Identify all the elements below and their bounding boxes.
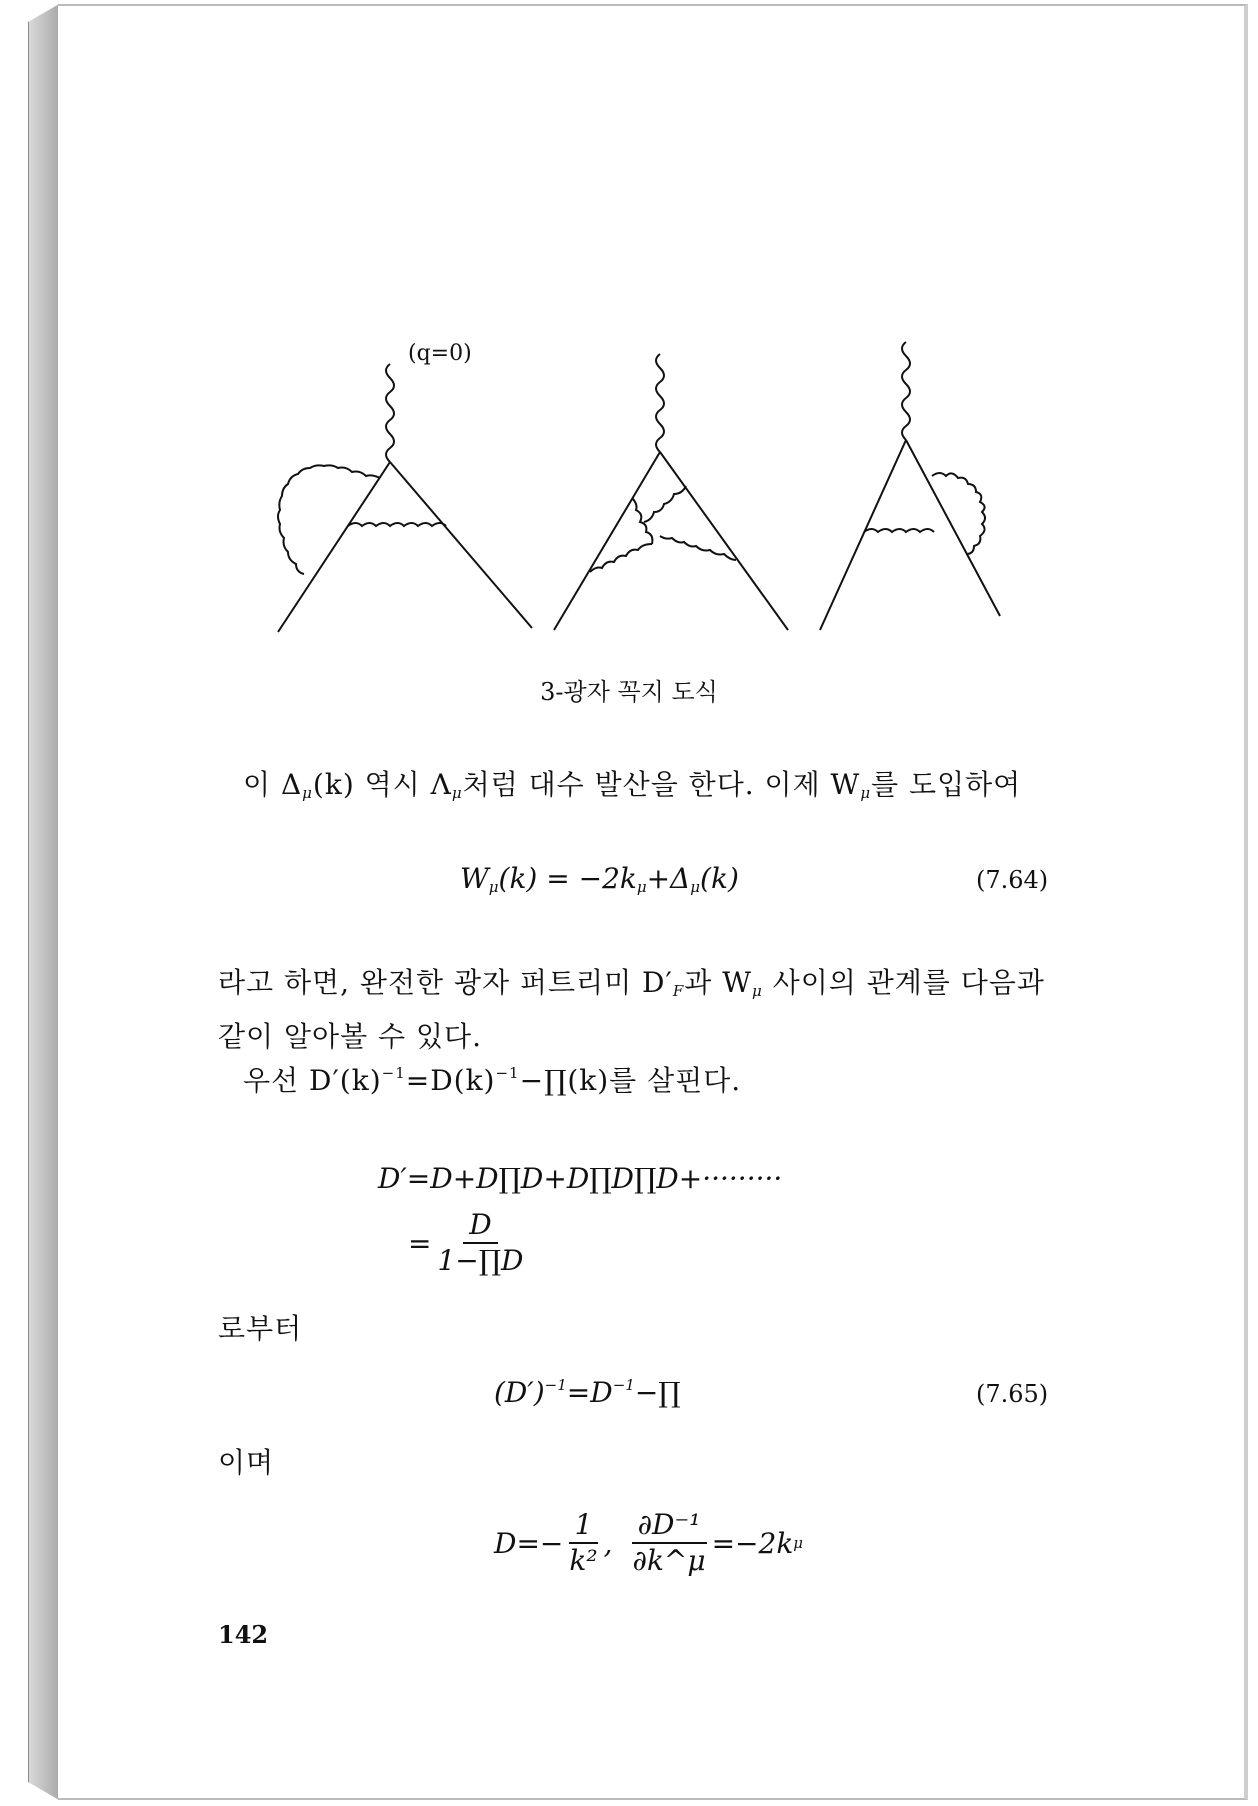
paragraph-1: [243, 762, 1021, 816]
subscript: μ: [860, 784, 872, 802]
text-span: 처럼 대수 발산을 한다. 이제 W: [462, 768, 861, 801]
equals-sign: =: [408, 1226, 432, 1260]
eq-term: (k): [700, 862, 739, 895]
eq-term: W: [460, 862, 489, 895]
page-number: 142: [218, 1620, 269, 1649]
text-span: 라고 하면, 완전한 광자 퍼트리미 D′: [218, 966, 673, 999]
superscript: −1: [544, 1376, 567, 1394]
figure-caption: 3-광자 꼭지 도식: [540, 678, 718, 706]
fraction: [431, 1208, 529, 1278]
superscript: −1: [495, 1064, 520, 1082]
paragraph-3: [243, 1058, 741, 1104]
subscript: μ: [488, 878, 499, 896]
subscript: F: [672, 982, 685, 1000]
three-photon-vertex-diagrams: [260, 310, 1080, 640]
denominator: ∂k^μ: [632, 1544, 706, 1577]
fraction-derivative: [626, 1508, 711, 1578]
paragraph-2-line-1: [218, 960, 1045, 1014]
text-span: 과 W: [684, 966, 752, 999]
paragraph-2: [218, 960, 1045, 1060]
eq-term: (k) = −2k: [498, 862, 637, 895]
numerator: 1: [569, 1508, 599, 1544]
subscript: μ: [752, 982, 763, 1000]
eq-term: =−2k: [711, 1526, 794, 1560]
feynman-diagram-3: [820, 342, 1000, 630]
text-span: 사이의 관계를 다음과: [762, 966, 1045, 999]
equation-series-line-1: D′=D+D∏D+D∏D∏D+·········: [378, 1162, 783, 1195]
eq-term: =D: [566, 1376, 613, 1409]
eq-term: D=−: [494, 1526, 564, 1560]
text-span: (k) 역시 Λ: [312, 768, 452, 801]
eq-term: +Δ: [646, 862, 691, 895]
equation-number-7-65: (7.65): [976, 1380, 1049, 1408]
fraction-one-over-k2: [563, 1508, 603, 1578]
book-spine: [28, 4, 59, 1800]
numerator: ∂D⁻¹: [632, 1508, 707, 1544]
equation-number-7-64: (7.64): [976, 866, 1049, 894]
numerator: D: [463, 1208, 497, 1244]
subscript: μ: [451, 784, 463, 802]
text-span: 를 도입하여: [871, 768, 1022, 801]
comma: ,: [603, 1526, 613, 1560]
text-span: −∏(k)를 살핀다.: [519, 1064, 742, 1097]
equation-7-65: [494, 1376, 681, 1409]
feynman-diagram-1: [278, 341, 532, 632]
superscript: −1: [381, 1064, 406, 1082]
superscript: −1: [612, 1376, 635, 1394]
subscript: μ: [636, 878, 647, 896]
paragraph-2-line-2: 같이 알아볼 수 있다.: [218, 1020, 482, 1053]
q-zero-label: (q=0): [408, 341, 472, 366]
equation-derivative: [494, 1508, 803, 1578]
eq-term: (D′): [494, 1376, 545, 1409]
text-span: =D(k): [405, 1064, 496, 1097]
denominator: 1−∏D: [437, 1244, 524, 1277]
subscript: μ: [302, 784, 313, 802]
subscript: μ: [793, 1534, 804, 1552]
word-from: 로부터: [218, 1312, 303, 1345]
feynman-diagram-2: [554, 354, 788, 630]
equation-7-64: [460, 862, 739, 896]
denominator: k²: [569, 1544, 598, 1577]
equation-series-line-2: [408, 1208, 529, 1278]
text-span: 우선 D′(k): [243, 1064, 382, 1097]
subscript: μ: [690, 878, 701, 896]
word-and: 이며: [218, 1446, 275, 1479]
eq-term: −∏: [634, 1376, 681, 1409]
text-span: 이 Δ: [243, 768, 303, 801]
